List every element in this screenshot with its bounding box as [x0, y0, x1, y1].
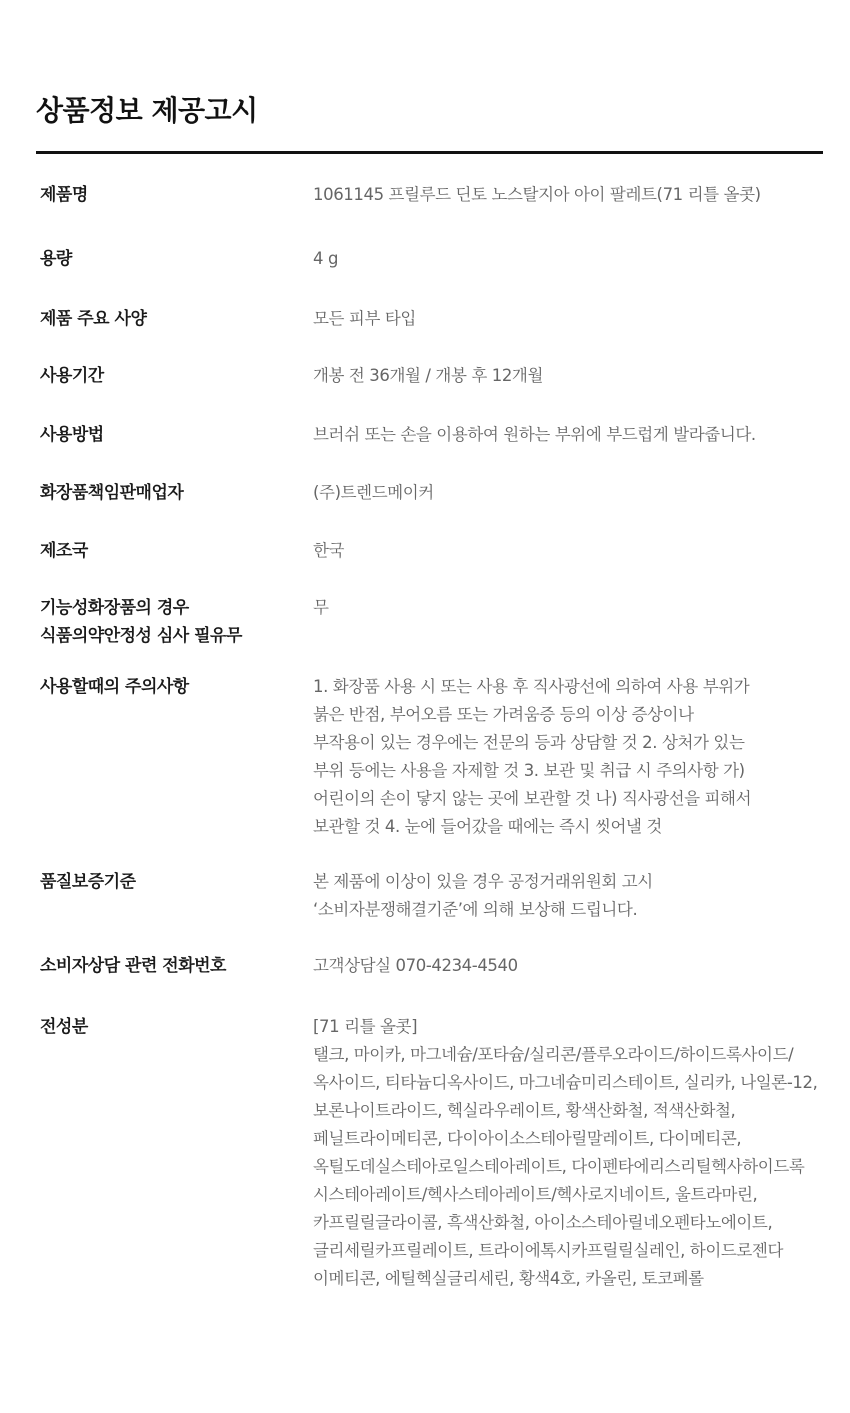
info-row-value	[313, 181, 828, 209]
value-line: 붉은 반점, 부어오름 또는 가려움증 등의 이상 증상이나	[313, 705, 694, 724]
info-row-value	[313, 362, 828, 390]
value-line: 개봉 전 36개월 / 개봉 후 12개월	[313, 366, 544, 385]
value-line: 시스테아레이트/헥사스테아레이트/헥사로지네이트, 울트라마린,	[313, 1185, 758, 1204]
info-row-label	[40, 362, 300, 390]
value-line: 글리세릴카프릴레이트, 트라이에톡시카프릴릴실레인, 하이드로젠다	[313, 1241, 784, 1260]
value-line: 브러쉬 또는 손을 이용하여 원하는 부위에 부드럽게 발라줍니다.	[313, 425, 756, 444]
value-line: 옥사이드, 티타늄디옥사이드, 마그네슘미리스테이트, 실리카, 나일론-12,	[313, 1073, 818, 1092]
page-title: 상품정보 제공고시	[36, 94, 258, 127]
info-row-value	[313, 952, 828, 980]
info-row-label	[40, 868, 300, 896]
info-row-value	[313, 594, 828, 622]
value-line: ‘소비자분쟁해결기준’에 의해 보상해 드립니다.	[313, 900, 638, 919]
value-line: 무	[313, 598, 329, 617]
label-line: 식품의약안정성 심사 필유무	[40, 626, 242, 646]
value-line: 부작용이 있는 경우에는 전문의 등과 상담할 것 2. 상처가 있는	[313, 733, 745, 752]
value-line: 4 g	[313, 249, 339, 268]
label-line: 제품 주요 사양	[40, 309, 147, 329]
info-row-value	[313, 673, 828, 841]
value-line: 탤크, 마이카, 마그네슘/포타슘/실리콘/플루오라이드/하이드록사이드/	[313, 1045, 794, 1064]
label-line: 전성분	[40, 1017, 88, 1037]
label-line: 소비자상담 관련 전화번호	[40, 956, 226, 976]
info-row-label	[40, 305, 300, 333]
info-row-label	[40, 479, 300, 507]
info-row-label	[40, 421, 300, 449]
title-divider	[36, 151, 823, 154]
value-line: 페닐트라이메티콘, 다이아이소스테아릴말레이트, 다이메티콘,	[313, 1129, 742, 1148]
label-line: 화장품책임판매업자	[40, 483, 184, 503]
value-line: 1061145 프릴루드 딘토 노스탈지아 아이 팔레트(71 리틀 올콧)	[313, 185, 761, 204]
info-row-label	[40, 594, 300, 650]
info-row-label	[40, 537, 300, 565]
value-line: 부위 등에는 사용을 자제할 것 3. 보관 및 취급 시 주의사항 가)	[313, 761, 745, 780]
value-line: 1. 화장품 사용 시 또는 사용 후 직사광선에 의하여 사용 부위가	[313, 677, 750, 696]
value-line: (주)트렌드메이커	[313, 483, 434, 502]
info-row-label	[40, 1013, 300, 1041]
label-line: 용량	[40, 249, 72, 269]
value-line: 보론나이트라이드, 헥실라우레이트, 황색산화철, 적색산화철,	[313, 1101, 736, 1120]
info-row-value	[313, 868, 828, 924]
value-line: 보관할 것 4. 눈에 들어갔을 때에는 즉시 씻어낼 것	[313, 817, 662, 836]
value-line: 본 제품에 이상이 있을 경우 공정거래위원회 고시	[313, 872, 653, 891]
value-line: 고객상담실 070-4234-4540	[313, 956, 518, 975]
value-line: 어린이의 손이 닿지 않는 곳에 보관할 것 나) 직사광선을 피해서	[313, 789, 752, 808]
info-row-value	[313, 245, 828, 273]
value-line: 한국	[313, 541, 345, 560]
info-row-label	[40, 181, 300, 209]
value-line: 옥틸도데실스테아로일스테아레이트, 다이펜타에리스리틸헥사하이드록	[313, 1157, 805, 1176]
info-row-label	[40, 245, 300, 273]
value-line: 카프릴릴글라이콜, 흑색산화철, 아이소스테아릴네오펜타노에이트,	[313, 1213, 773, 1232]
label-line: 사용방법	[40, 425, 104, 445]
label-line: 제품명	[40, 185, 88, 205]
info-row-label	[40, 673, 300, 701]
label-line: 기능성화장품의 경우	[40, 598, 189, 618]
info-row-value	[313, 479, 828, 507]
value-line: 이메티콘, 에틸헥실글리세린, 황색4호, 카올린, 토코페롤	[313, 1269, 704, 1288]
info-row-value	[313, 305, 828, 333]
info-row-value	[313, 537, 828, 565]
value-line: 모든 피부 타입	[313, 309, 416, 328]
label-line: 사용기간	[40, 366, 104, 386]
info-row-value	[313, 421, 828, 449]
label-line: 품질보증기준	[40, 872, 136, 892]
value-line: [71 리틀 올콧]	[313, 1017, 418, 1036]
info-row-label	[40, 952, 300, 980]
info-row-value	[313, 1013, 828, 1293]
label-line: 사용할때의 주의사항	[40, 677, 189, 697]
label-line: 제조국	[40, 541, 88, 561]
